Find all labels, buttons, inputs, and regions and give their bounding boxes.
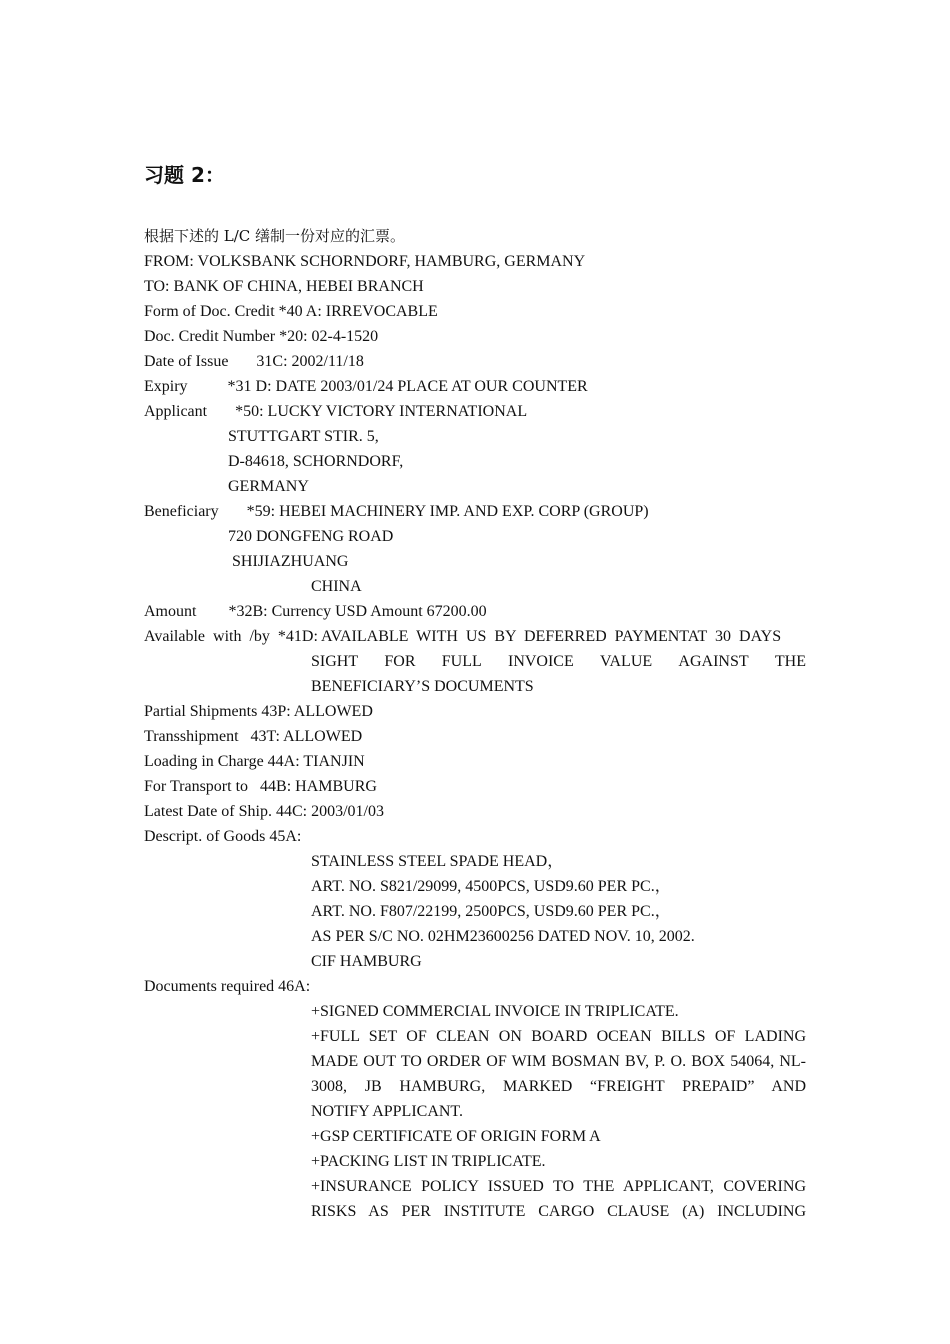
page-title: 习题 2： (144, 163, 225, 187)
goods-line: ART. NO. S821/29099, 4500PCS, USD9.60 PER PC.， (311, 878, 671, 895)
transport-line: For Transport to 44B: HAMBURG (144, 778, 377, 795)
latest-date-line: Latest Date of Ship. 44C: 2003/01/03 (144, 803, 384, 820)
available-word: VALUE (600, 653, 653, 670)
available-word: SIGHT (311, 653, 359, 670)
doc-bl-last-line: NOTIFY APPLICANT. (311, 1103, 464, 1120)
available-word: FOR (384, 653, 416, 670)
beneficiary-address-line: CHINA (311, 578, 362, 595)
goods-line: STAINLESS STEEL SPADE HEAD， (311, 853, 564, 870)
available-last-line: BENEFICIARY’S DOCUMENTS (311, 678, 534, 695)
goods-line: ART. NO. F807/22199, 2500PCS, USD9.60 PER PC.， (311, 903, 671, 920)
applicant-line: Applicant *50: LUCKY VICTORY INTERNATIONAL (144, 403, 528, 420)
doc-bl-paragraph: +FULL SET OF CLEAN ON BOARD OCEAN BILLS OF LADING MADE OUT TO ORDER OF WIM BOSMAN BV, P. O. BOX 54064, NL-3008, JB HAMBURG, MARKED “FREIGHT PREPAID” AND (311, 1028, 806, 1095)
loading-line: Loading in Charge 44A: TIANJIN (144, 753, 365, 770)
beneficiary-address-line: 720 DONGFENG ROAD (228, 528, 394, 545)
expiry-line: Expiry *31 D: DATE 2003/01/24 PLACE AT OUR COUNTER (144, 378, 588, 395)
credit-number-line: Doc. Credit Number *20: 02-4-1520 (144, 328, 379, 345)
goods-label: Descript. of Goods 45A: (144, 828, 302, 845)
date-issue-line: Date of Issue 31C: 2002/11/18 (144, 353, 364, 370)
beneficiary-line: Beneficiary *59: HEBEI MACHINERY IMP. AND EXP. CORP (GROUP) (144, 503, 649, 520)
applicant-address-line: GERMANY (228, 478, 309, 495)
available-word: AGAINST (678, 653, 749, 670)
applicant-address-line: STUTTGART STIR. 5, (228, 428, 379, 445)
available-word: FULL (441, 653, 482, 670)
form-line: Form of Doc. Credit *40 A: IRREVOCABLE (144, 303, 438, 320)
transshipment-line: Transshipment 43T: ALLOWED (144, 728, 363, 745)
lc-body (144, 224, 806, 1224)
available-word: THE (774, 653, 806, 670)
from-line: FROM: VOLKSBANK SCHORNDORF, HAMBURG, GERMANY (144, 253, 586, 270)
doc-packing-line: +PACKING LIST IN TRIPLICATE. (311, 1153, 546, 1170)
intro-text: 根据下述的 L/C 缮制一份对应的汇票。 (144, 227, 406, 245)
goods-line: CIF HAMBURG (311, 953, 422, 970)
available-continuation (144, 649, 806, 674)
available-line: Available with /by *41D: AVAILABLE WITH US BY DEFERRED PAYMENTAT 30 DAYS (144, 628, 782, 645)
amount-line: Amount *32B: Currency USD Amount 67200.00 (144, 603, 487, 620)
to-line: TO: BANK OF CHINA, HEBEI BRANCH (144, 278, 424, 295)
doc-invoice-line: +SIGNED COMMERCIAL INVOICE IN TRIPLICATE. (311, 1003, 679, 1020)
goods-line: AS PER S/C NO. 02HM23600256 DATED NOV. 10, 2002. (311, 928, 695, 945)
documents-label: Documents required 46A: (144, 978, 311, 995)
applicant-address-line: D-84618, SCHORNDORF, (228, 453, 404, 470)
beneficiary-address-line: SHIJIAZHUANG (232, 553, 349, 570)
available-word: INVOICE (507, 653, 574, 670)
doc-gsp-line: +GSP CERTIFICATE OF ORIGIN FORM A (311, 1128, 601, 1145)
doc-insurance-paragraph: +INSURANCE POLICY ISSUED TO THE APPLICANT, COVERING RISKS AS PER INSTITUTE CARGO CLAUSE (A) INCLUDING (311, 1178, 806, 1220)
partial-shipments-line: Partial Shipments 43P: ALLOWED (144, 703, 373, 720)
